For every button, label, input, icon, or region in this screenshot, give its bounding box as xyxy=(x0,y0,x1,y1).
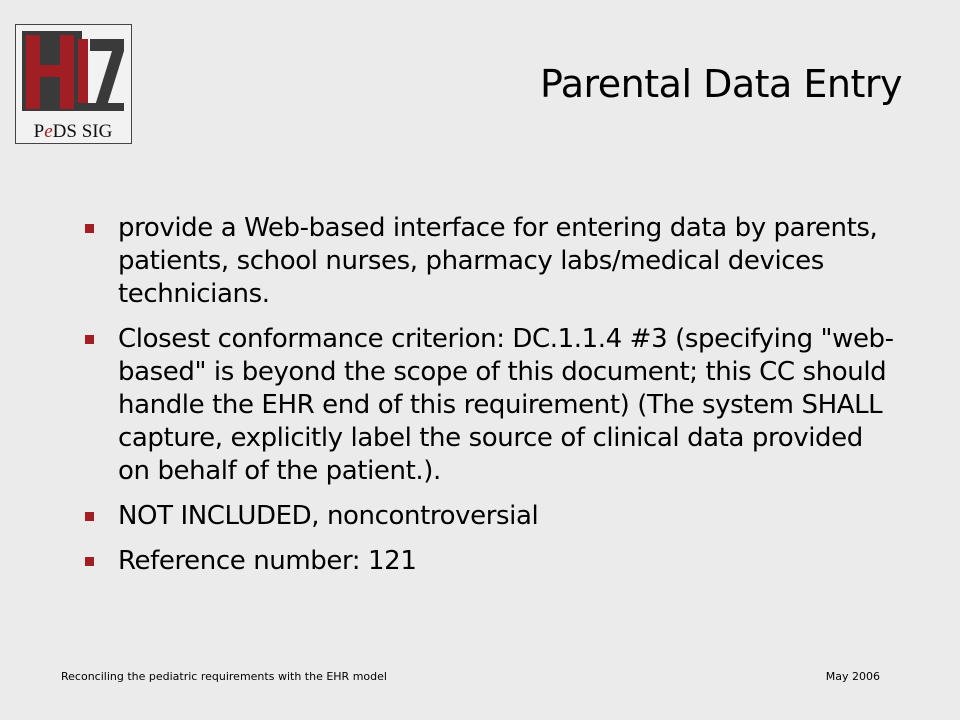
bullet-item xyxy=(82,323,902,488)
bullet-text: provide a Web-based interface for entering data by parents, patients, school nurses, pharmacy labs/medical devices technicians. xyxy=(118,213,878,309)
bullet-list xyxy=(82,212,902,590)
footer-date: May 2006 xyxy=(825,670,880,683)
slide-title: Parental Data Entry xyxy=(540,62,902,106)
hl7-peds-sig-logo xyxy=(15,24,132,144)
hl7-logo-graphic xyxy=(16,25,131,143)
square-bullet-icon xyxy=(85,512,94,521)
bullet-text: Reference number: 121 xyxy=(118,546,417,576)
square-bullet-icon xyxy=(85,224,94,233)
bullet-text: Closest conformance criterion: DC.1.1.4 #3 (specifying "web-based" is beyond the scope of this document; this CC should handle the EHR end of this requirement) (The system SHALL capture, explicitly label the source of clinical data provided on behalf of the patient.). xyxy=(118,324,894,486)
footer-presentation-title: Reconciling the pediatric requirements with the EHR model xyxy=(61,670,387,683)
square-bullet-icon xyxy=(85,335,94,344)
bullet-item xyxy=(82,545,902,578)
bullet-text: NOT INCLUDED, noncontroversial xyxy=(118,501,539,531)
bullet-item xyxy=(82,500,902,533)
bullet-item xyxy=(82,212,902,311)
square-bullet-icon xyxy=(85,557,94,566)
logo-caption: PeDS SIG xyxy=(33,121,113,142)
